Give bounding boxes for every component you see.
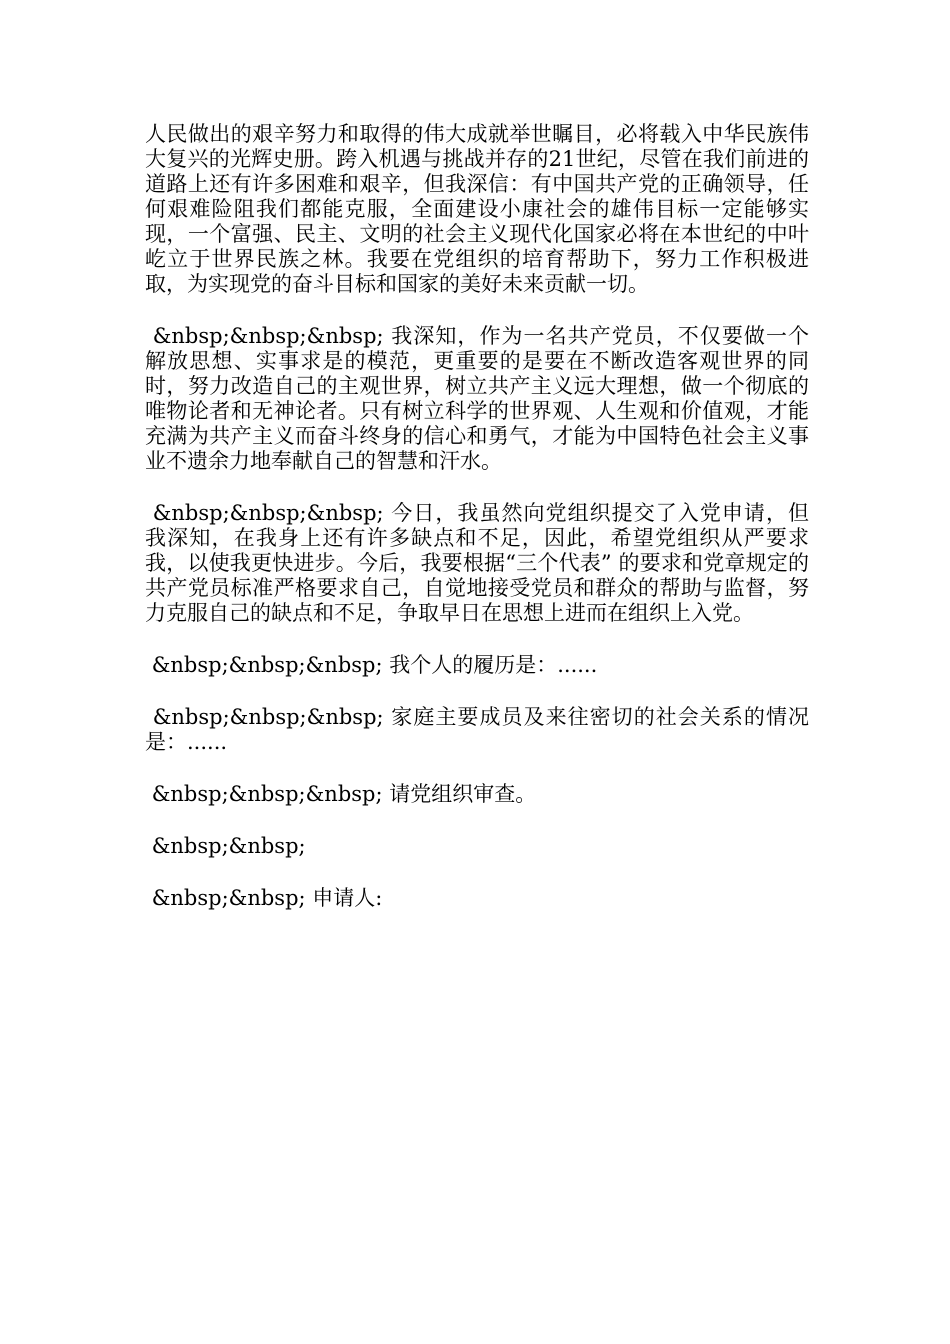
paragraph-applicant: &nbsp;&nbsp; 申请人: — [145, 886, 383, 910]
paragraph-review-request: &nbsp;&nbsp;&nbsp; 请党组织审查。 — [145, 782, 537, 806]
paragraph-blank: &nbsp;&nbsp; — [145, 834, 306, 858]
paragraph-family: &nbsp;&nbsp;&nbsp; 家庭主要成员及来往密切的社会关系的情况是：...... — [145, 705, 809, 754]
document-page — [145, 122, 809, 938]
paragraph-achievements: 人民做出的艰辛努力和取得的伟大成就举世瞩目，必将载入中华民族伟大复兴的光辉史册。跨入机遇与挑战并存的21世纪，尽管在我们前进的道路上还有许多困难和艰辛，但我深信：有中国共产党的正确领导，任何艰难险阻我们都能克服，全面建设小康社会的雄伟目标一定能够实现，一个富强、民主、文明的社会主义现代化国家必将在本世纪的中叶屹立于世界民族之林。我要在党组织的培育帮助下，努力工作积极进取，为实现党的奋斗目标和国家的美好未来贡献一切。 — [145, 122, 809, 296]
paragraph-resume: &nbsp;&nbsp;&nbsp; 我个人的履历是：...... — [145, 653, 598, 677]
paragraph-worldview: &nbsp;&nbsp;&nbsp; 我深知，作为一名共产党员，不仅要做一个解放思想、实事求是的模范，更重要的是要在不断改造客观世界的同时，努力改造自己的主观世界，树立共产主义远大理想，做一个彻底的唯物论者和无神论者。只有树立科学的世界观、人生观和价值观，才能充满为共产主义而奋斗终身的信心和勇气，才能为中国特色社会主义事业不遗余力地奉献自己的智慧和汗水。 — [145, 324, 809, 473]
paragraph-application: &nbsp;&nbsp;&nbsp; 今日，我虽然向党组织提交了入党申请，但我深知，在我身上还有许多缺点和不足，因此，希望党组织从严要求我，以使我更快进步。今后，我要根据“三个代表” 的要求和党章规定的共产党员标准严格要求自己，自觉地接受党员和群众的帮助与监督，努力克服自己的缺点和不足，争取早日在思想上进而在组织上入党。 — [145, 501, 809, 625]
